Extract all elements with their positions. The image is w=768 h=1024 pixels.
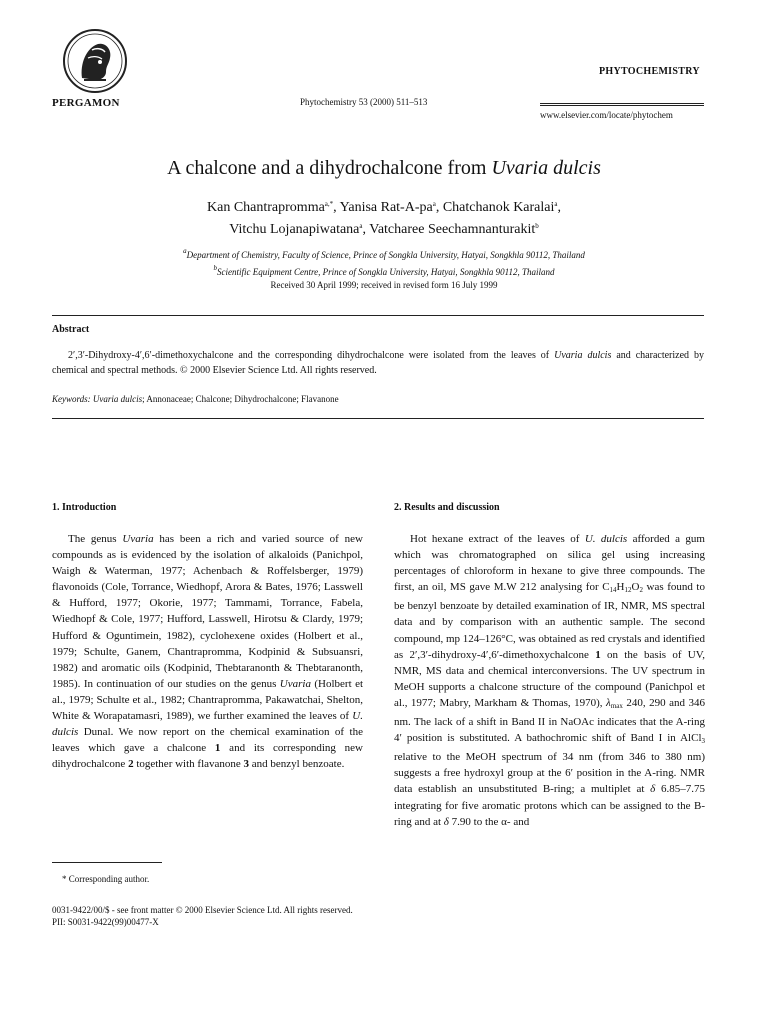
title-text: A chalcone and a dihydrochalcone from	[167, 157, 492, 179]
elsevier-tree-logo-icon	[62, 28, 128, 94]
section-heading-introduction: 1. Introduction	[52, 502, 117, 513]
abstract-top-rule	[52, 315, 704, 316]
publisher-name: PERGAMON	[52, 97, 120, 109]
author: Yanisa Rat-$A-pa^a$,	[339, 200, 443, 215]
journal-url[interactable]: www.elsevier.com/locate/phytochem	[540, 110, 673, 120]
journal-name: PHYTOCHEMISTRY	[599, 66, 700, 77]
abstract-text: 2′,3′-Dihydroxy-4′,6′-dimethoxychalcone and the corresponding dihydrochalcone were isolated from the leaves of Uvaria dulcis and characterized by chemical and spectral methods. © 2000 Elsevier Science Ltd. All rights reserved.	[52, 350, 704, 376]
journal-citation: Phytochemistry 53 (2000) 511–513	[300, 97, 428, 107]
author: Chatchanok Karalai$^a$,	[442, 200, 561, 215]
affiliation: $^a$Department of Chemistry, Faculty of Science, Prince of Songkla University, Hatyai, Songkhla 90112, Thailand	[183, 247, 585, 260]
author: Kan Chantrapromma$^{a,*}$,	[207, 200, 340, 215]
results-body: Hot hexane extract of the leaves of U. dulcis afforded a gum which was chromatographed on silica gel using increasing percentages of chloroform in hexane to give three compounds. The first, an oil, MS gave M.W 212 analysing for $C_{14}H_{12}O_2$ was found to be benzyl benzoate by detailed examination of IR, NMR, MS spectral data and by comparison with an authentic sample. The second compound, mp 124–126°C, was obtained as red crystals and identified as 2′,3′-dihydroxy-4′,6′-dimethoxychalcone 1 on the basis of UV, NMR, MS data and chemical interconversions. The UV spectrum in MeOH supports a chalcone structure of the compound (Panichpol et al., 1977; Mabry, Markham & Thomas, 1970), $\lambda_{max}$ 240, 290 and 346 nm. The lack of a shift in Band II in NaOAc indicates that the A-ring 4′ position is substituted. A bathochromic shift of Band I in AlCl$_3$ relative to the MeOH spectrum of 34 nm (from 346 to 380 nm) suggests a free hydroxyl group at the 6′ position in the A-ring. NMR data establish an unsubstituted B-ring; a multiplet at δ 6.85–7.75 integrating for five aromatic protons which can be assigned to the B-ring and at δ 7.90 to the α- and	[394, 533, 706, 828]
abstract-bottom-rule	[52, 418, 704, 419]
received-dates: Received 30 April 1999; received in revised form 16 July 1999	[270, 280, 498, 290]
author-list	[0, 195, 768, 239]
publisher-logo	[62, 28, 128, 94]
footnote-rule	[52, 862, 162, 863]
keywords: Keywords: Uvaria dulcis; Annonaceae; Chalcone; Dihydrochalcone; Flavanone	[52, 394, 339, 404]
front-matter-line: 0031-9422/00/$ - see front matter © 2000 Elsevier Science Ltd. All rights reserved.	[52, 905, 353, 915]
article-title	[0, 157, 768, 180]
pii-line: PII: S0031-9422(99)00477-X	[52, 917, 159, 927]
author: Vitchu Lojanapiwatana$^a$,	[229, 222, 370, 237]
affiliation: $^b$Scientific Equipment Centre, Prince of Songkla University, Hatyai, Songkhla 90112, Thailand	[213, 264, 555, 277]
title-species: Uvaria dulcis	[491, 157, 601, 179]
affiliation-list	[0, 245, 768, 279]
copyright-info	[52, 904, 353, 928]
journal-name-rule	[540, 103, 704, 106]
corresponding-author-footnote: * Corresponding author.	[62, 874, 150, 884]
introduction-body: The genus Uvaria has been a rich and varied source of new compounds as is evidenced by the isolation of alkaloids (Panichpol, Waigh & Waterman, 1977; Achenbach & Roffelsberger, 1979) flavonoids (Cole, Torrance, Wiedhopf, Arora & Bates, 1976; Lasswell & Hufford, 1977; Okorie, 1977; Tammami, Torrance, Fabela, Wiedhopf & Cole, 1977; Hufford, Lasswell, Hirotsu & Clardy, 1979; Hufford & Oguntimein, 1982), cyclohexene oxides (Holbert et al., 1979; Schulte, Ganem, Chantrapromma, Kodpinid & Subsuansri, 1982) and aromatic oils (Kodpinid, Thebtaranonth & Thebtaranonth, 1985). In continuation of our studies on the genus Uvaria (Holbert et al., 1979; Schulte et al., 1982; Chantrapromma, Pakawatchai, Shelton, White & Worapatamasri, 1989), we further examined the leaves of U. dulcis Dunal. We now report on the chemical examination of the leaves which gave a chalcone 1 and its corresponding new dihydrochalcone 2 together with flavanone 3 and benzyl benzoate.	[52, 533, 364, 771]
section-heading-results: 2. Results and discussion	[394, 502, 500, 513]
abstract-heading: Abstract	[52, 324, 90, 335]
author: Vatcharee Seechamnanturakit$^b$	[369, 222, 539, 237]
